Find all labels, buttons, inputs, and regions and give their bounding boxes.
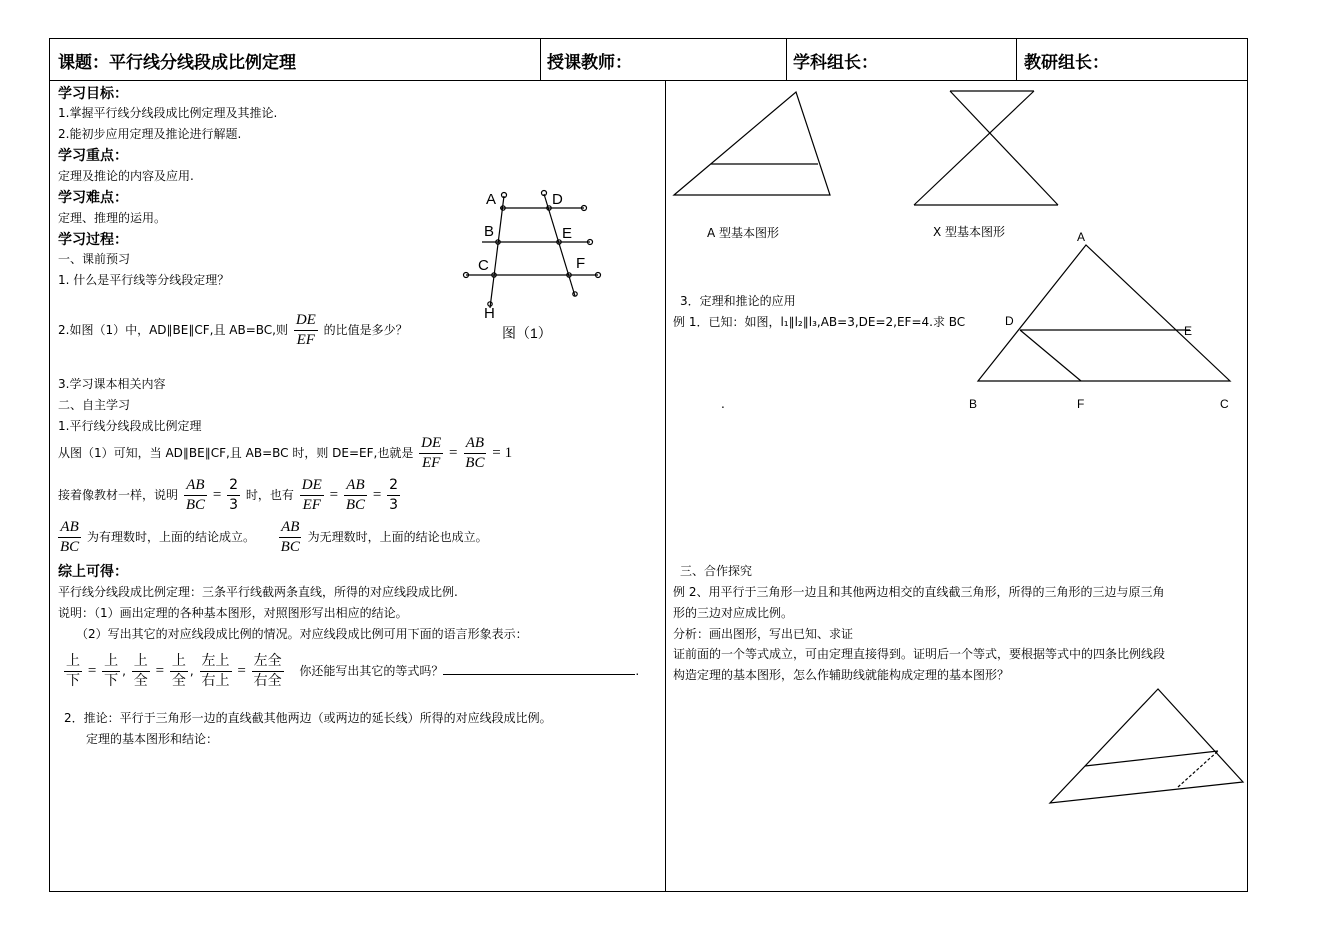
process-heading: 学习过程：: [58, 232, 128, 248]
question-2-suffix: 的比值是多少？: [323, 323, 408, 337]
theorem-derivation-line: [58, 434, 512, 473]
goals-heading: 学习目标：: [58, 86, 128, 102]
numerator: DE: [294, 311, 318, 331]
numerator: AB: [464, 434, 486, 454]
question-1: 1. 什么是平行线等分线段定理？: [58, 273, 230, 287]
denominator: EF: [421, 455, 441, 471]
topic-title: 课题：平行线分线段成比例定理: [58, 53, 296, 73]
equals-sign: =: [372, 487, 382, 503]
denominator: 3: [389, 497, 399, 513]
corollary-figures: 定理的基本图形和结论：: [86, 732, 219, 746]
fraction-up-all: 上 全: [171, 653, 186, 689]
label-c: C: [1220, 397, 1229, 411]
a-type-figure: [672, 90, 834, 198]
irrational-text: 为无理数时，上面的结论也成立。: [307, 530, 488, 544]
numerator: 2: [387, 476, 400, 496]
example-1-triangle: [960, 225, 1240, 420]
summary-heading: 综上可得：: [58, 564, 128, 580]
fraction-two-thirds: [387, 476, 400, 515]
key-points-text: 定理及推论的内容及应用.: [58, 169, 194, 183]
fraction-leftall-rightall: 左全 右全: [253, 653, 282, 689]
table-border-header: [49, 80, 1248, 81]
x-type-figure: [912, 89, 1062, 209]
fig1-label-c: C: [478, 257, 489, 274]
numerator: AB: [58, 518, 80, 538]
cooperation-heading: 三、合作探究: [680, 564, 753, 578]
key-points-heading: 学习重点：: [58, 148, 128, 164]
fraction-ab-bc: [279, 518, 302, 557]
teacher-label: 授课教师：: [547, 53, 632, 73]
value-one: 1: [504, 445, 513, 461]
fraction-two-thirds: [227, 476, 240, 515]
equals-sign: =: [448, 445, 458, 461]
denominator: 3: [229, 497, 239, 513]
denominator: BC: [465, 455, 485, 471]
equals-sign: =: [492, 445, 501, 461]
numerator: DE: [300, 476, 324, 496]
corollary: 2．推论：平行于三角形一边的直线截其他两边（或两边的延长线）所得的对应线段成比例。: [64, 711, 552, 725]
question-2-prefix: 2.如图（1）中，AD∥BE∥CF,且 AB=BC,则: [58, 323, 288, 337]
fraction-de-ef: [419, 434, 443, 473]
fraction-ab-bc: [344, 476, 367, 515]
x-type-caption: X 型基本图形: [933, 225, 1006, 239]
fig1-caption: 图（1）: [502, 325, 552, 341]
explain-line: [58, 476, 402, 515]
subject-leader-label: 学科组长：: [793, 53, 878, 73]
denominator: BC: [185, 497, 206, 513]
fig1-label-a: A: [486, 191, 497, 208]
difficulty-text: 定理、推理的运用。: [58, 211, 167, 225]
question-3: 3.学习课本相关内容: [58, 377, 166, 391]
self-study-1: 1.平行线分线段成比例定理: [58, 419, 202, 433]
analysis: 分析：画出图形，写出已知、求证: [673, 627, 854, 641]
a-type-caption: A 型基本图形: [707, 226, 780, 240]
difficulty-heading: 学习难点：: [58, 190, 128, 206]
note-2: （2）写出其它的对应线段成比例的情况。对应线段成比例可用下面的语言形象表示：: [76, 627, 528, 641]
fraction-ab-bc: [58, 518, 81, 557]
header-divider-2: [786, 38, 787, 80]
self-study-heading: 二、自主学习: [58, 398, 131, 412]
label-d: D: [1005, 314, 1014, 328]
derivation-text: 从图（1）可知，当 AD∥BE∥CF,且 AB=BC 时，则 DE=EF,也就是: [58, 446, 414, 460]
numerator: DE: [419, 434, 443, 454]
denominator: EF: [302, 497, 321, 513]
table-border-bottom: [49, 891, 1248, 892]
rational-line: [56, 518, 488, 557]
column-divider: [665, 80, 666, 892]
example-1: 例 1．已知：如图，l₁∥l₂∥l₃,AB=3,DE=2,EF=4.求 BC: [673, 315, 966, 329]
header-divider-1: [540, 38, 541, 80]
equals-sign: =: [212, 487, 222, 503]
label-e: E: [1184, 324, 1193, 338]
preview-heading: 一、课前预习: [58, 252, 131, 266]
application-heading: 3．定理和推论的应用: [680, 294, 796, 308]
fraction-up-down: 上 下: [66, 653, 80, 689]
table-border-top: [49, 38, 1248, 39]
denominator: BC: [280, 539, 300, 555]
equals-sign: =: [329, 487, 339, 503]
numerator: AB: [279, 518, 301, 538]
goal-2: 2.能初步应用定理及推论进行解题.: [58, 127, 242, 141]
research-leader-label: 教研组长：: [1024, 53, 1109, 73]
example-2-triangle: [1048, 686, 1248, 806]
denominator: EF: [296, 332, 315, 348]
label-f: F: [1077, 397, 1085, 411]
fig1-label-b: B: [484, 223, 495, 240]
header-divider-3: [1016, 38, 1017, 80]
example-2-line-1: 例 2、用平行于三角形一边且和其他两边相交的直线截三角形，所得的三角形的三边与原三角: [673, 585, 1165, 599]
goal-1: 1.掌握平行线分线段成比例定理及其推论.: [58, 106, 278, 120]
proof-line-1: 证前面的一个等式成立，可由定理直接得到。证明后一个等式，要根据等式中的四条比例线段: [673, 647, 1166, 661]
label-b: B: [969, 397, 978, 411]
denominator: BC: [345, 497, 366, 513]
theorem-statement: 平行线分线段成比例定理：三条平行线截两条直线，所得的对应线段成比例.: [58, 585, 458, 599]
fig1-label-d: D: [552, 191, 563, 208]
ask-more-text: 你还能写出其它的等式吗？: [299, 664, 444, 678]
fraction-de-ef: [294, 311, 318, 350]
proof-line-2: 构造定理的基本图形，怎么作辅助线就能构成定理的基本图形？: [673, 668, 1010, 682]
numerator: AB: [184, 476, 206, 496]
numerator: AB: [344, 476, 366, 496]
fraction-de-ef: [300, 476, 324, 515]
numerator: 2: [227, 476, 240, 496]
figure-1-parallel-lines: [460, 186, 610, 346]
table-border-left: [49, 38, 50, 892]
denominator: BC: [60, 539, 80, 555]
question-2: [58, 311, 408, 350]
label-a: A: [1077, 230, 1086, 244]
rational-text: 为有理数时，上面的结论成立。: [87, 530, 256, 544]
explain-mid: 时，也有: [245, 488, 294, 502]
fig1-label-f: F: [576, 255, 586, 272]
fig1-label-e: E: [562, 225, 573, 242]
fraction-ab-bc: [463, 434, 486, 473]
fraction-up-down: 上 下: [104, 653, 119, 689]
example-2-line-2: 形的三边对应成比例。: [673, 606, 794, 620]
note-1: 说明：（1）画出定理的各种基本图形，对照图形写出相应的结论。: [58, 606, 408, 620]
stray-dot: .: [721, 397, 725, 411]
answer-blank[interactable]: [443, 664, 635, 675]
fraction-leftup-rightup: 左上 右上: [201, 653, 230, 689]
fig1-label-h: H: [484, 305, 495, 322]
word-proportion-line: 上 下 = 上 下 , 上 全 = 上 全 , 左上 右上 = 左全 右全 你还能写出其它的等式吗？ .: [66, 653, 640, 689]
explain-text: 接着像教材一样，说明: [58, 488, 179, 502]
fraction-up-all: 上 全: [133, 653, 148, 689]
fraction-ab-bc: [184, 476, 207, 515]
